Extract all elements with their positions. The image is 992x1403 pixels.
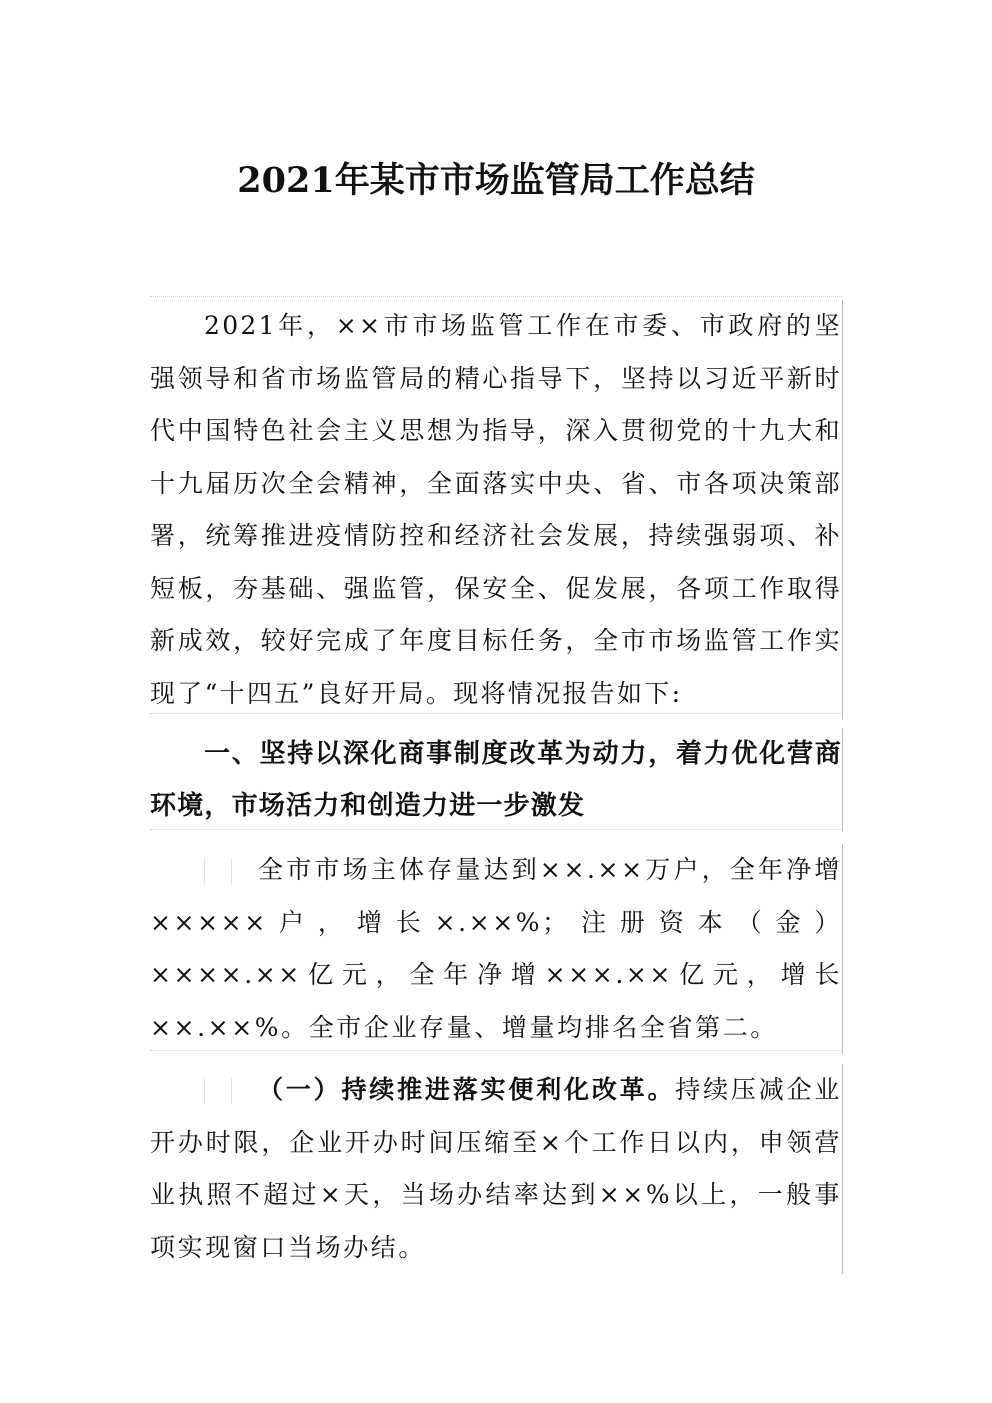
format-mark <box>231 858 232 884</box>
divider <box>150 829 842 830</box>
format-mark <box>204 1078 205 1104</box>
document-title: 2021年某市市场监管局工作总结 <box>237 160 755 201</box>
format-mark <box>204 858 205 884</box>
intro-paragraph: 2021年，××市市场监管工作在市委、市政府的坚强领导和省市场监管局的精心指导下，坚持以习近平新时代中国特色社会主义思想为指导，深入贯彻党的十九大和十九届历次全会精神，全面落实中央、省、市各项决策部署，统筹推进疫情防控和经济社会发展，持续强弱项、补短板，夯基础、强监管，保安全、促发展，各项工作取得新成效，较好完成了年度目标任务，全市市场监管工作实现了“十四五”良好开局。现将情况报告如下: <box>150 311 842 708</box>
section1-paragraph-block <box>150 844 843 1054</box>
section-paragraph: 全市市场主体存量达到××.××万户，全年净增×××××户，增长×.××%；注册资本（金）××××.××亿元，全年净增×××.××亿元，增长××.××%。全市企业存量、增量均排名全省第二。 <box>150 855 842 1042</box>
divider <box>150 713 842 714</box>
subsection-text: 持续压减企业开办时限，企业开办时间压缩至×个工作日以内，申领营业执照不超过×天，当场办结率达到××%以上，一般事项实现窗口当场办结。 <box>150 1075 842 1262</box>
format-mark <box>231 1078 232 1104</box>
subsection-paragraph <box>150 1064 842 1274</box>
divider <box>150 296 842 297</box>
subsection-heading: （一）持续推进落实便利化改革。 <box>258 1075 676 1104</box>
subsection1-block <box>150 1064 843 1274</box>
divider <box>150 1050 842 1051</box>
section-heading: 一、坚持以深化商事制度改革为动力，着力优化营商环境，市场活力和创造力进一步激发 <box>150 739 842 821</box>
intro-block <box>150 300 843 720</box>
section1-heading-block <box>150 728 843 832</box>
